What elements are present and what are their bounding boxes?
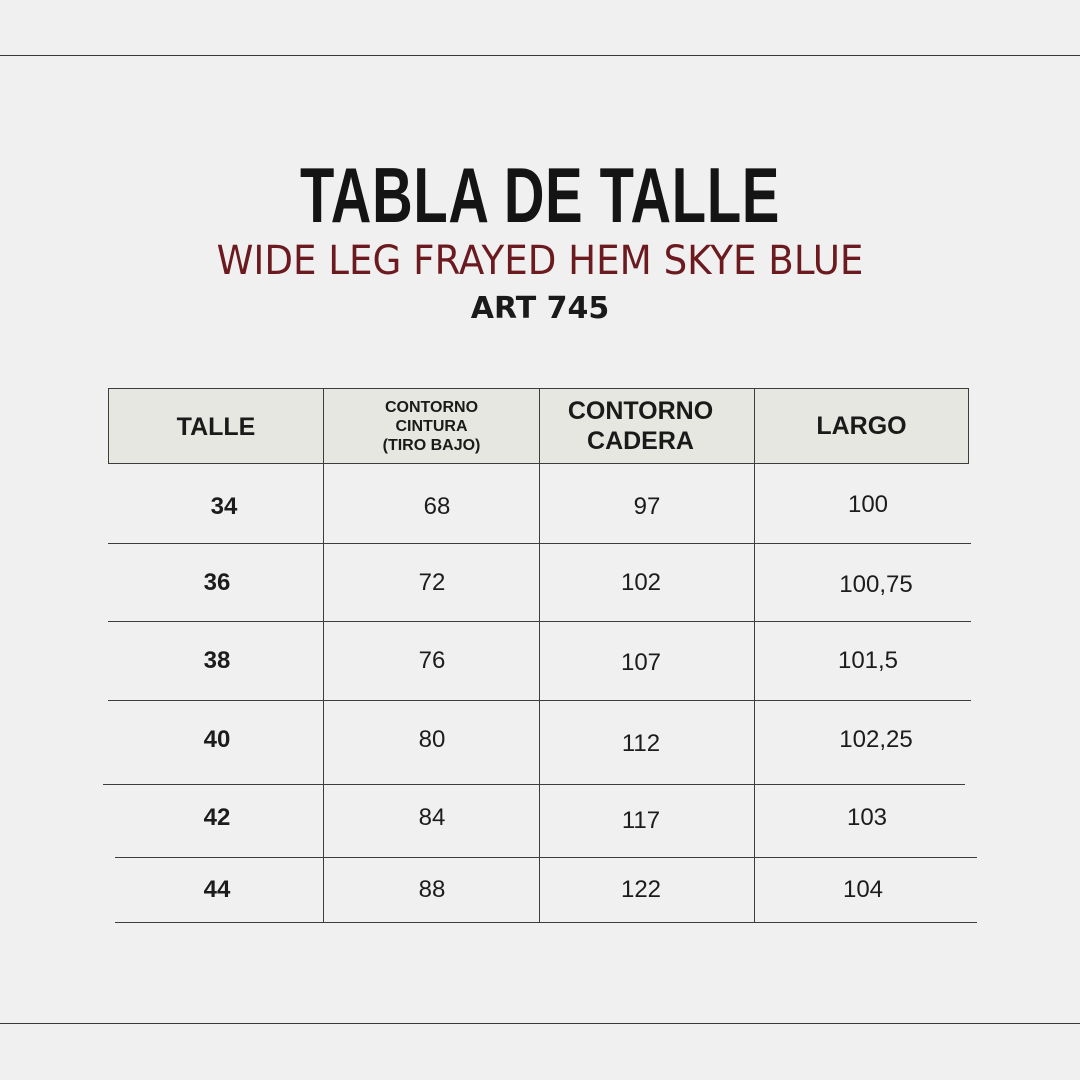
cell-cintura: 76 — [418, 647, 446, 674]
row-divider — [108, 543, 971, 544]
column-divider — [539, 388, 540, 922]
column-divider — [754, 388, 755, 922]
header-contorno-cadera: CONTORNO CADERA — [567, 397, 714, 455]
cell-cadera: 97 — [633, 493, 661, 520]
cell-cadera: 102 — [620, 569, 662, 596]
row-divider — [108, 621, 971, 622]
cell-largo: 100,75 — [839, 571, 913, 598]
header-contorno-cintura: CONTORNO CINTURA (TIRO BAJO) — [382, 398, 481, 454]
header-talle: TALLE — [176, 413, 256, 441]
cell-largo: 103 — [846, 804, 888, 831]
bottom-divider — [0, 1023, 1080, 1024]
column-divider — [323, 388, 324, 922]
product-name: WIDE LEG FRAYED HEM SKYE BLUE — [216, 238, 864, 284]
cell-largo: 104 — [842, 876, 884, 903]
cell-cintura: 72 — [418, 569, 446, 596]
header-largo: LARGO — [816, 412, 907, 440]
row-divider — [115, 922, 977, 923]
cell-talle: 42 — [203, 804, 231, 831]
row-divider — [103, 784, 965, 785]
page-title: TABLA DE TALLE — [299, 151, 781, 239]
cell-largo: 101,5 — [837, 647, 899, 674]
cell-cintura: 80 — [418, 726, 446, 753]
cell-largo: 100 — [847, 491, 889, 518]
cell-cintura: 88 — [418, 876, 446, 903]
cell-cintura: 84 — [418, 804, 446, 831]
cell-cadera: 112 — [621, 730, 661, 757]
cell-cintura: 68 — [423, 493, 451, 520]
cell-cadera: 122 — [620, 876, 662, 903]
cell-talle: 36 — [203, 569, 231, 596]
cell-talle: 44 — [203, 876, 231, 903]
cell-cadera: 107 — [620, 649, 662, 676]
row-divider — [108, 700, 971, 701]
row-divider — [115, 857, 977, 858]
article-number: ART 745 — [470, 291, 610, 326]
cell-cadera: 117 — [621, 807, 661, 834]
cell-talle: 40 — [203, 726, 231, 753]
cell-largo: 102,25 — [839, 726, 913, 753]
top-divider — [0, 55, 1080, 56]
cell-talle: 34 — [210, 493, 238, 520]
cell-talle: 38 — [203, 647, 231, 674]
